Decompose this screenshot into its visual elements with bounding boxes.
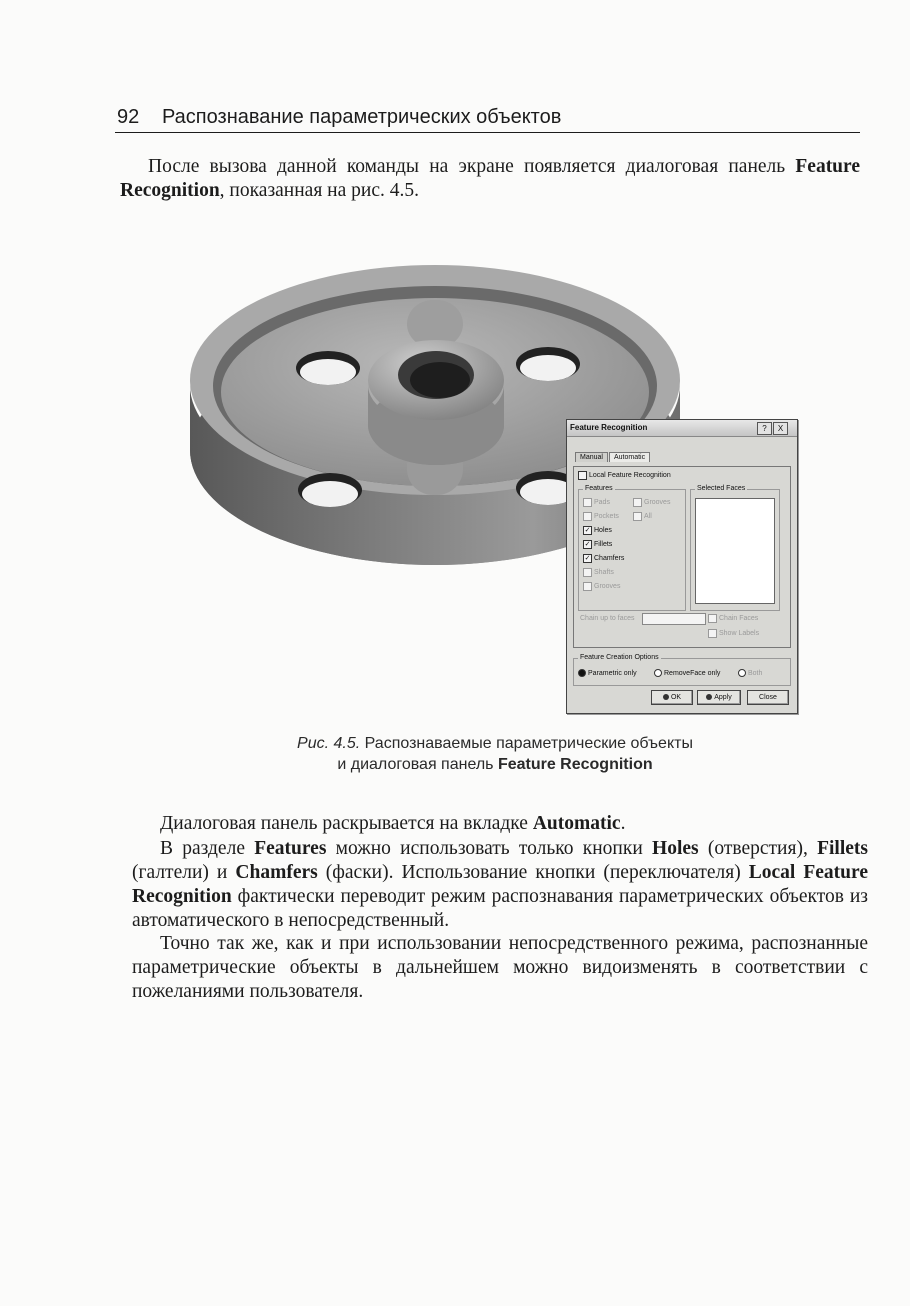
close-icon[interactable]: X: [773, 422, 788, 435]
text: (отверстия),: [698, 838, 818, 859]
automatic-tab-panel: [573, 466, 791, 648]
checkbox-label: Shafts: [594, 569, 614, 576]
term-feature-recognition: Feature Recognition: [120, 156, 860, 201]
selected-faces-label: Selected Faces: [697, 485, 746, 492]
chapter-title: Распознавание параметрических объектов: [162, 106, 562, 128]
caption-bold: Feature Recognition: [497, 756, 653, 773]
apply-button[interactable]: [697, 690, 741, 705]
button-label: OK: [670, 694, 682, 701]
checkbox-label: All: [644, 513, 652, 520]
fillets-checkbox[interactable]: ✓ Fillets: [584, 541, 613, 548]
checkbox-label: Chain Faces: [719, 615, 759, 622]
caption-label: Рис. 4.5.: [297, 735, 361, 752]
both-radio[interactable]: [738, 669, 762, 677]
features-group-label: Features: [585, 485, 613, 492]
paragraph-intro: [120, 155, 860, 203]
term-features: Features: [254, 838, 327, 859]
feature-recognition-dialog: [566, 419, 798, 714]
help-button[interactable]: ?: [757, 422, 772, 435]
checkbox-label: Pockets: [594, 513, 619, 520]
checkbox-label: Grooves: [644, 499, 671, 506]
apply-icon: [706, 694, 712, 700]
tab-automatic[interactable]: Automatic: [609, 452, 650, 462]
text: После вызова данной команды на экране появляется диалоговая панель: [148, 156, 796, 177]
checkbox-label: Grooves: [594, 583, 621, 590]
term-fillets: Fillets: [817, 838, 868, 859]
figure-caption: [200, 733, 790, 775]
text: (галтели) и: [132, 862, 236, 883]
holes-checkbox[interactable]: ✓ Holes: [584, 527, 612, 534]
shafts-checkbox[interactable]: [583, 568, 614, 577]
term-automatic: Automatic: [532, 813, 621, 834]
paragraph-automatic: [132, 812, 868, 836]
features-group: [578, 485, 686, 611]
dialog-title: Feature Recognition: [570, 423, 648, 432]
paragraph-modify: [132, 932, 868, 1004]
chain-faces-checkbox[interactable]: [708, 614, 758, 623]
checkbox-label: Holes: [594, 527, 612, 534]
radio-label: Parametric only: [588, 669, 637, 677]
term-holes: Holes: [652, 838, 699, 859]
show-labels-checkbox[interactable]: [708, 629, 759, 638]
term-local-feature-recognition: Local Feature Recognition: [132, 862, 868, 907]
ok-button[interactable]: [651, 690, 693, 705]
selected-faces-group: [690, 485, 780, 611]
text: Диалоговая панель раскрывается на вкладке: [160, 813, 533, 834]
close-button[interactable]: Close: [747, 690, 789, 705]
chain-up-to-faces-input[interactable]: [642, 613, 706, 625]
pockets-checkbox[interactable]: [583, 512, 619, 521]
local-feature-recognition-checkbox[interactable]: [578, 471, 671, 480]
all-checkbox[interactable]: [633, 512, 652, 521]
selected-faces-list[interactable]: [695, 498, 775, 604]
text: можно использовать только кнопки: [326, 838, 653, 859]
text: (фаски). Использование кнопки (переключателя): [317, 862, 749, 883]
caption-text: Распознаваемые параметрические объекты: [360, 735, 693, 752]
caption-text: и диалоговая панель: [337, 756, 498, 773]
button-label: Apply: [714, 694, 732, 701]
pads-checkbox[interactable]: [583, 498, 610, 507]
removeface-only-radio[interactable]: [654, 669, 720, 677]
text: Точно так же, как и при использовании непосредственного режима, распознанные параметрические объекты в дальнейшем можно видоизменять в соответствии с пожеланиями пользователя.: [132, 933, 868, 1002]
grooves-top-checkbox[interactable]: [633, 498, 670, 507]
chamfers-checkbox[interactable]: ✓ Chamfers: [584, 555, 625, 562]
dialog-titlebar: [567, 420, 797, 437]
parametric-only-radio[interactable]: [578, 669, 637, 677]
grooves-checkbox[interactable]: [583, 582, 620, 591]
text: фактически переводит режим распознавания параметрических объектов из автоматического в непосредственный.: [132, 886, 868, 931]
checkbox-box: [578, 471, 587, 480]
checkbox-label: Local Feature Recognition: [589, 472, 671, 479]
checkbox-label: Pads: [594, 499, 610, 506]
radio-label: RemoveFace only: [664, 669, 721, 677]
tab-manual[interactable]: Manual: [575, 452, 608, 462]
checkbox-label: Show Labels: [719, 630, 760, 637]
chain-up-to-faces-label: Chain up to faces: [580, 615, 635, 622]
creation-options-label: Feature Creation Options: [580, 654, 659, 661]
dialog-tabs: [575, 452, 651, 466]
ok-icon: [663, 694, 669, 700]
text: .: [620, 813, 626, 834]
text: , показанная на рис. 4.5.: [219, 180, 419, 201]
text: В разделе: [160, 838, 255, 859]
checkbox-label: Chamfers: [594, 555, 625, 562]
checkbox-label: Fillets: [594, 541, 613, 548]
running-header: [115, 104, 860, 133]
radio-label: Both: [748, 669, 763, 677]
page-number: 92: [117, 106, 140, 128]
paragraph-features: [132, 837, 868, 933]
feature-creation-options-group: [573, 654, 791, 686]
term-chamfers: Chamfers: [235, 862, 318, 883]
